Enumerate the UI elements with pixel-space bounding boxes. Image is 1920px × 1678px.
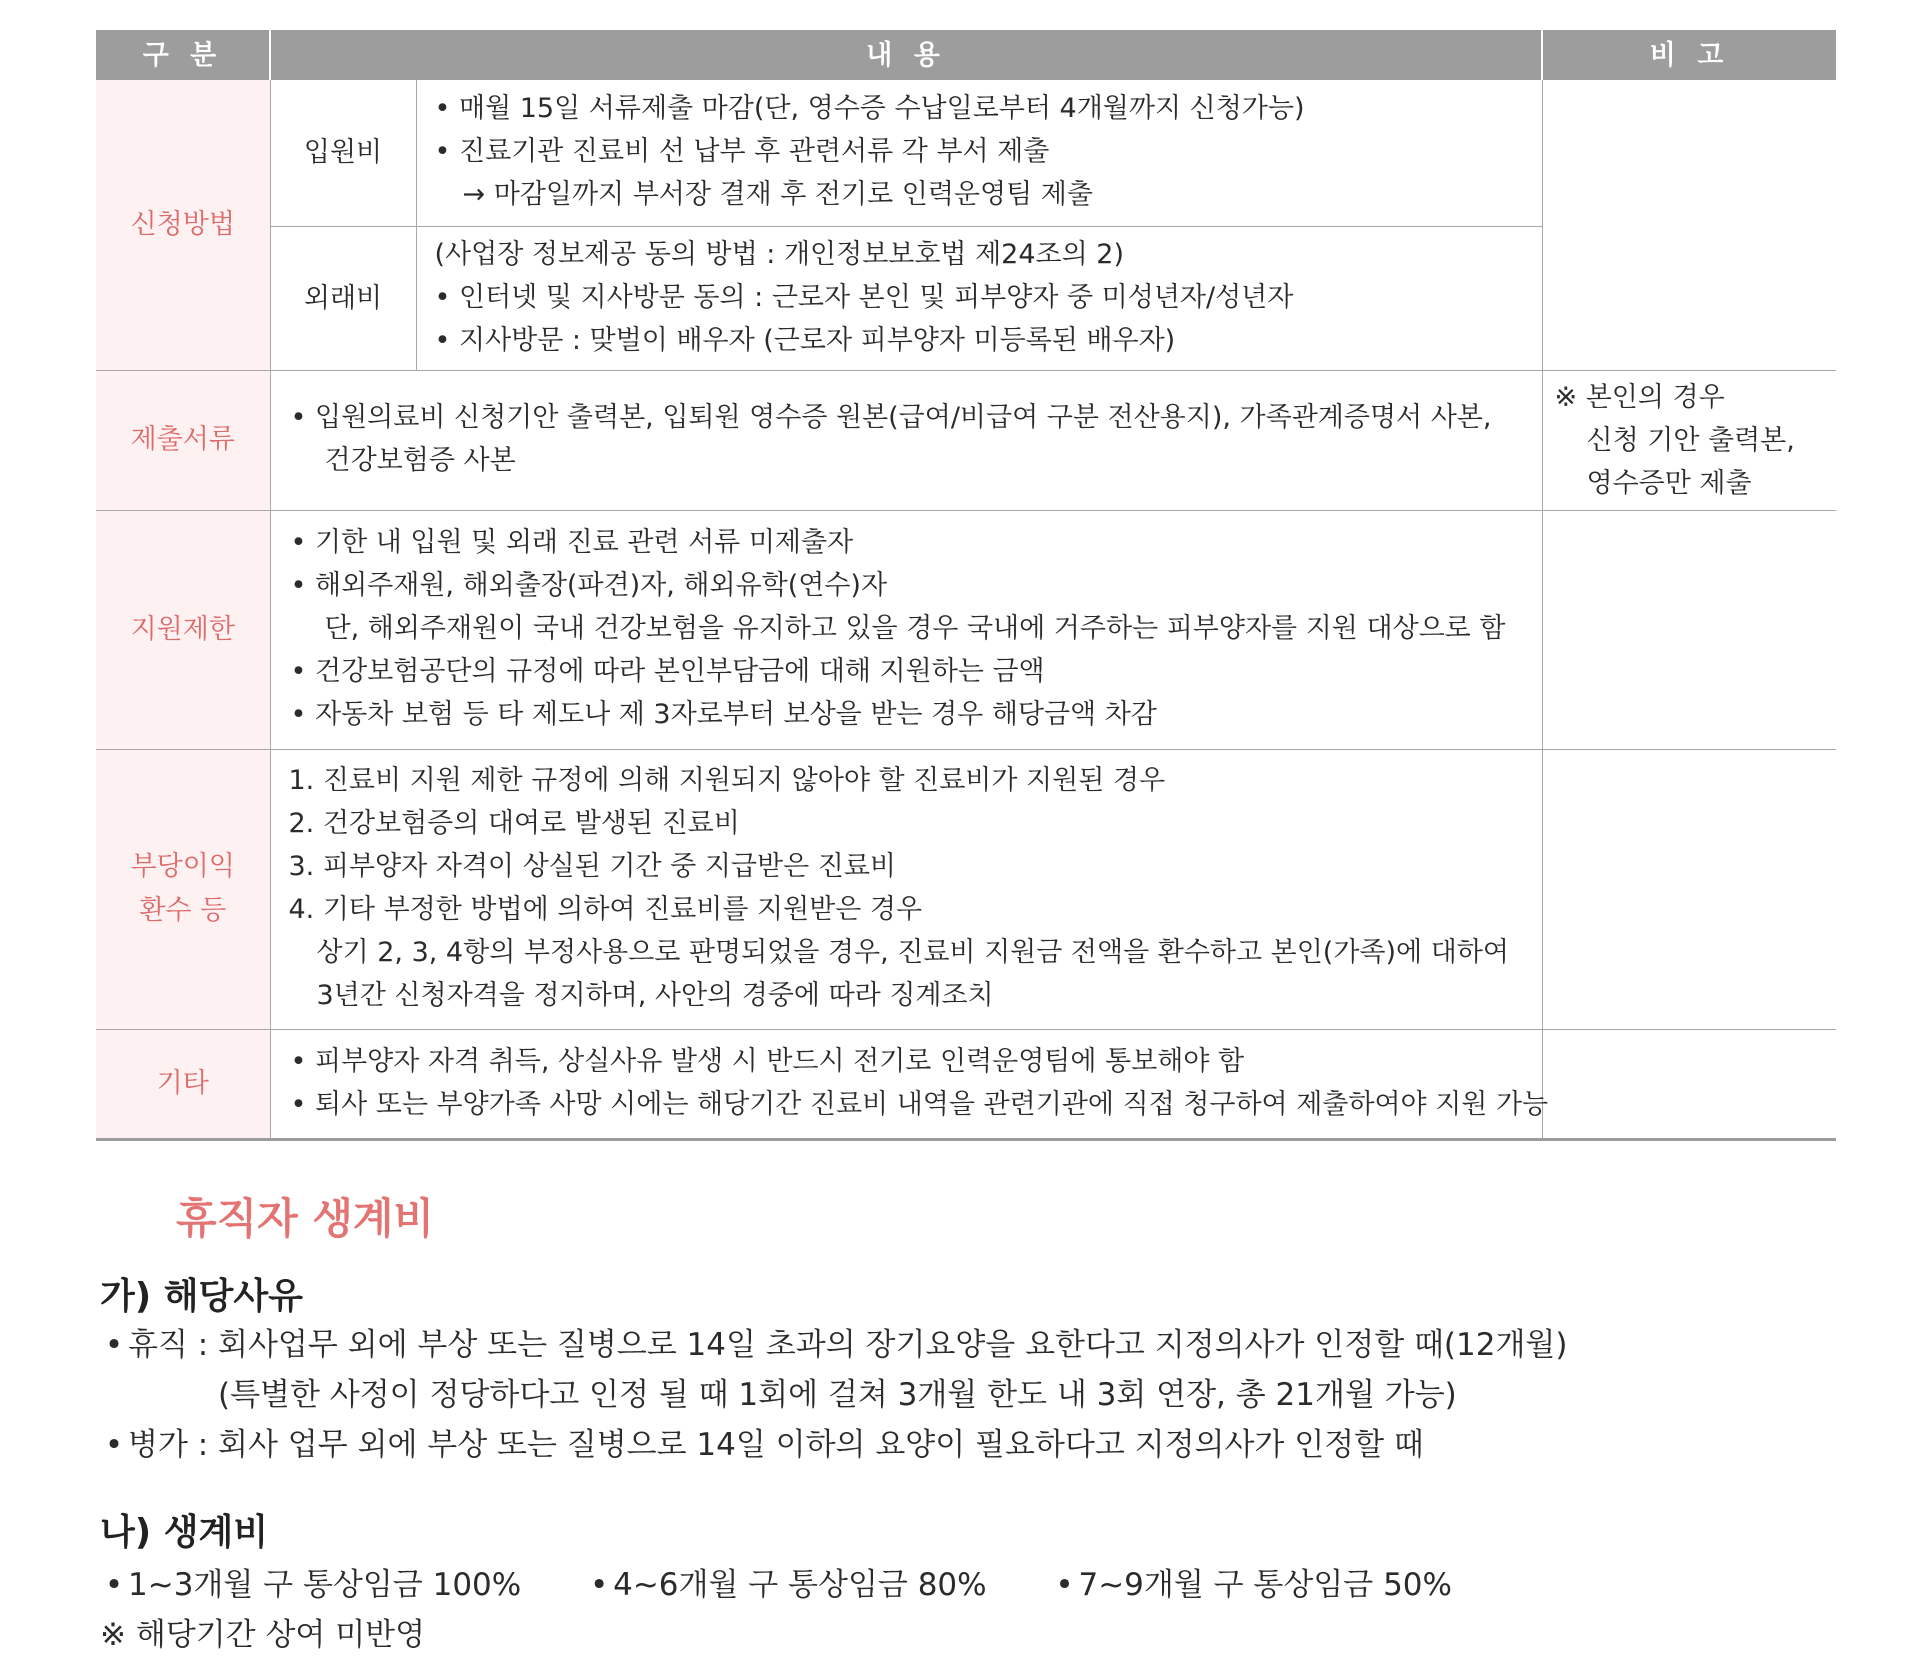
reason-list [100,1320,1567,1470]
pay-heading: 나) 생계비 [100,1512,269,1553]
content-limits [270,510,1542,749]
note-line: ※ 본인의 경우 [1554,381,1725,413]
note-line: 신청 기안 출력본, [1586,424,1795,456]
category-apply: 신청방법 [96,80,270,370]
category-refund-line: 부당이익 [130,851,235,882]
bullet-icon: • [104,1567,124,1603]
content-line: • 기한 내 입원 및 외래 진료 관련 서류 미제출자 [290,527,854,558]
content-line: • 진료기관 진료비 선 납부 후 관련서류 각 부서 제출 [434,136,1050,168]
content-line: 1. 진료비 지원 제한 규정에 의해 지원되지 않아야 할 진료비가 지원된 경우 [288,765,1166,796]
content-line: 2. 건강보험증의 대여로 발생된 진료비 [288,808,740,839]
note-apply [1542,80,1836,370]
header-note: 비 고 [1542,30,1836,80]
content-line: → 마감일까지 부서장 결재 후 전기로 인력운영팀 제출 [462,179,1093,211]
subcategory-outpatient: 외래비 [270,226,416,370]
content-line: • 지사방문 : 맞벌이 배우자 (근로자 피부양자 미등록된 배우자) [434,324,1176,356]
content-line: • 피부양자 자격 취득, 상실사유 발생 시 반드시 전기로 인력운영팀에 통보해야 함 [290,1045,1245,1077]
subcategory-inpatient: 입원비 [270,80,416,226]
note-refund [1542,749,1836,1029]
content-line: • 건강보험공단의 규정에 따라 본인부담금에 대해 지원하는 금액 [290,656,1045,687]
bullet-icon: • [1055,1567,1074,1603]
pay-item [585,1560,987,1610]
content-line: 건강보험증 사본 [324,445,516,476]
header-content: 내 용 [270,30,1542,80]
content-outpatient [416,226,1542,370]
content-line: • 자동차 보험 등 타 제도나 제 3자로부터 보상을 받는 경우 해당금액 차감 [290,699,1157,730]
pay-item [1050,1560,1452,1610]
header-category: 구 분 [96,30,270,80]
pay-item-label: 7~9개월 구 통상임금 50% [1078,1567,1452,1603]
category-etc: 기타 [96,1029,270,1139]
pay-item [100,1560,521,1610]
category-refund-line: 환수 등 [139,895,227,926]
content-line: • 입원의료비 신청기안 출력본, 입퇴원 영수증 원본(급여/비급여 구분 전산용지), 가족관계증명서 사본, [290,402,1492,433]
pay-item-label: 1~3개월 구 통상임금 100% [128,1567,522,1603]
note-limits [1542,510,1836,749]
content-line: 3년간 신청자격을 정지하며, 사안의 경중에 따라 징계조치 [316,980,994,1011]
note-documents [1542,370,1836,510]
reason-heading: 가) 해당사유 [100,1276,303,1317]
content-line: • 퇴사 또는 부양가족 사망 시에는 해당기간 진료비 내역을 관련기관에 직접 청구하여 제출하여야 지원 가능 [290,1088,1549,1120]
note-line: 영수증만 제출 [1586,467,1752,499]
pay-list [100,1560,1506,1660]
bullet-icon: • [589,1567,609,1603]
pay-items-row [100,1560,1506,1610]
reason-leave: 휴직 : 회사업무 외에 부상 또는 질병으로 14일 초과의 장기요양을 요한다고 지정의사가 인정할 때(12개월) [128,1327,1568,1363]
category-limits: 지원제한 [96,510,270,749]
table-row-refund [96,749,1836,1029]
table-row-apply-inpatient [96,80,1836,226]
content-line: (사업장 정보제공 동의 방법 : 개인정보보호법 제24조의 2) [434,238,1124,270]
pay-item-label: 4~6개월 구 통상임금 80% [613,1567,987,1603]
note-etc [1542,1029,1836,1139]
content-inpatient [416,80,1542,226]
table-row-limits [96,510,1836,749]
table-header-row [96,30,1836,80]
content-line: 단, 해외주재원이 국내 건강보험을 유지하고 있을 경우 국내에 거주하는 피부양자를 지원 대상으로 함 [324,613,1506,644]
category-refund [96,749,270,1029]
content-line: 3. 피부양자 자격이 상실된 기간 중 지급받은 진료비 [288,851,896,882]
content-documents [270,370,1542,510]
content-refund [270,749,1542,1029]
content-line: • 해외주재원, 해외출장(파견)자, 해외유학(연수)자 [290,570,888,601]
table-row-documents [96,370,1836,510]
section-title: 휴직자 생계비 [176,1194,435,1243]
list-item [100,1420,1567,1470]
reason-sick: 병가 : 회사 업무 외에 부상 또는 질병으로 14일 이하의 요양이 필요하다고 지정의사가 인정할 때 [128,1427,1424,1463]
list-item [100,1320,1567,1370]
benefit-table [96,30,1836,1141]
category-documents: 제출서류 [96,370,270,510]
content-etc [270,1029,1549,1139]
content-line: • 매월 15일 서류제출 마감(단, 영수증 수납일로부터 4개월까지 신청가능) [434,93,1305,125]
bullet-icon: • [104,1427,124,1463]
content-line: 상기 2, 3, 4항의 부정사용으로 판명되었을 경우, 진료비 지원금 전액을 환수하고 본인(가족)에 대하여 [316,937,1509,968]
pay-note: ※ 해당기간 상여 미반영 [100,1617,426,1653]
content-line: 4. 기타 부정한 방법에 의하여 진료비를 지원받은 경우 [288,894,923,925]
bullet-icon: • [104,1327,124,1363]
reason-leave-cont: (특별한 사정이 정당하다고 인정 될 때 1회에 걸쳐 3개월 한도 내 3회 연장, 총 21개월 가능) [218,1377,1457,1413]
content-line: • 인터넷 및 지사방문 동의 : 근로자 본인 및 피부양자 중 미성년자/성년자 [434,281,1294,313]
table-row-etc [96,1029,1836,1139]
